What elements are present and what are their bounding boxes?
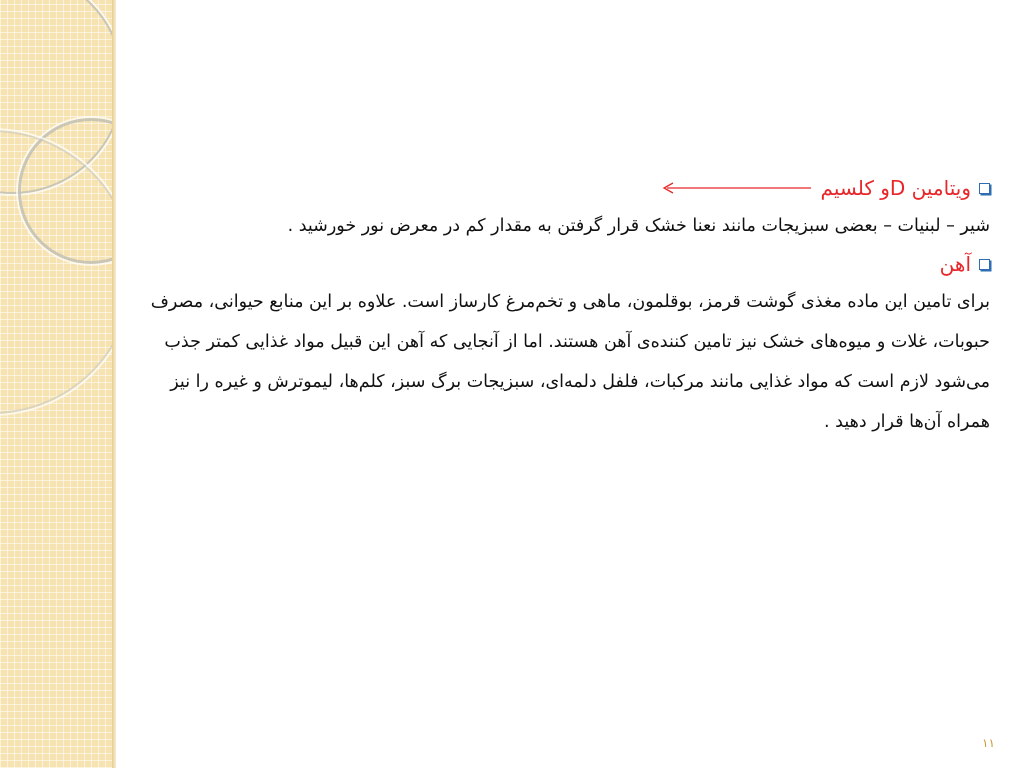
section-title: آهن [939, 252, 971, 276]
section-paragraph: شیر – لبنیات – بعضی سبزیجات مانند نعنا خشک قرار گرفتن به مقدار کم در معرض نور خورشید . [287, 216, 990, 236]
hollow-square-bullet-icon [979, 259, 990, 270]
sidebar-edge [112, 0, 116, 768]
section-paragraph: برای تامین این ماده مغذی گوشت قرمز، بوقلمون، ماهی و تخم‌مرغ کارساز است. علاوه بر این منابع حیوانی، مصرف حبوبات، غلات و میوه‌های خشک نیز تامین کننده‌ی آهن هستند. اما از آنجایی که آهن این قبیل مواد غذایی کمتر جذب می‌شود لازم است که مواد غذایی مانند مرکبات، فلفل دلمه‌ای، سبزیجات برگ سبز، کلم‌ها، لیموترش و غیره را نیز همراه آن‌ها قرار دهید . [150, 292, 990, 432]
slide-content [150, 170, 990, 442]
section-title: ویتامین Dو کلسیم [820, 176, 971, 200]
section-heading-vitamin-d [150, 170, 990, 206]
hollow-square-bullet-icon [979, 183, 990, 194]
decorative-sidebar [0, 0, 112, 768]
section-heading-iron [150, 246, 990, 282]
left-arrow-icon [661, 182, 811, 194]
page-number: ۱۱ [982, 736, 995, 750]
